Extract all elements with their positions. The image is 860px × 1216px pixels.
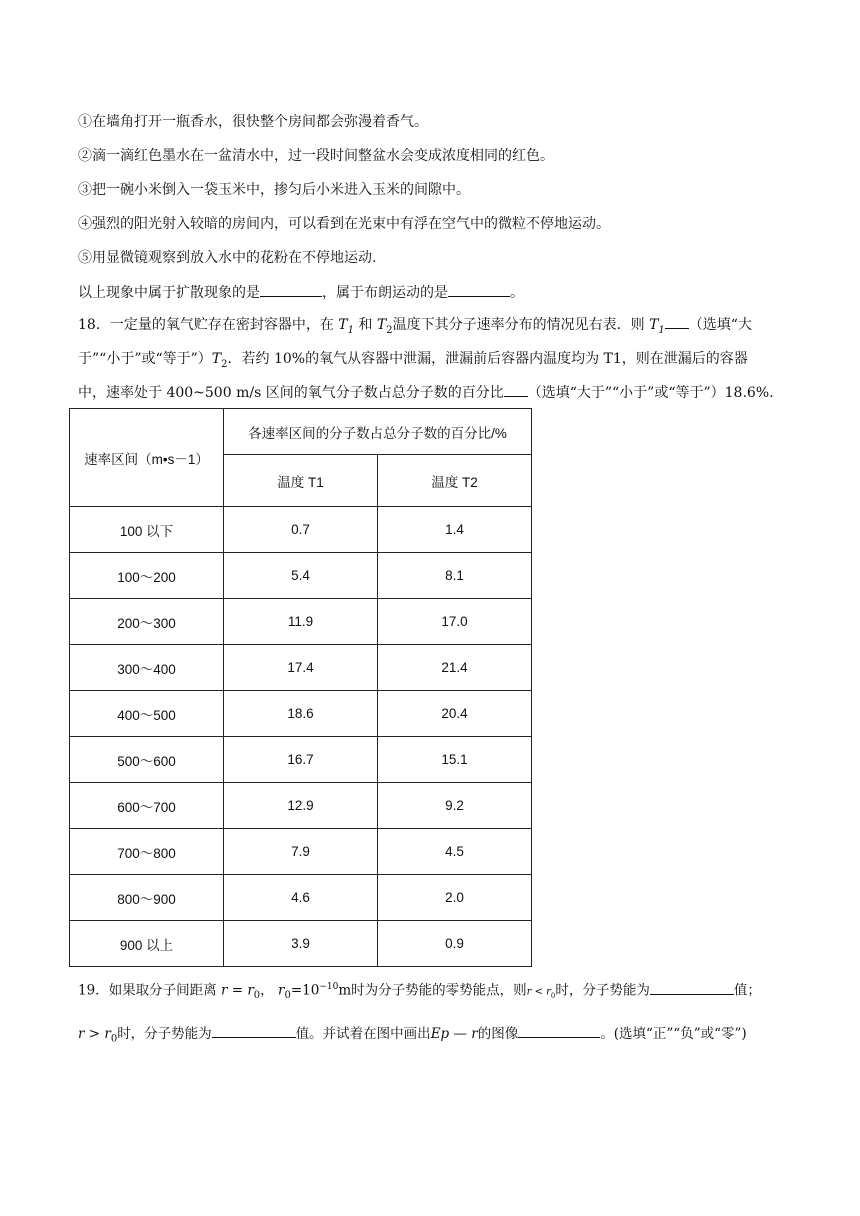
question-18: 18．一定量的氧气贮存在密封容器中，在 $T_1$ 和 $T_2$温度下其分子速率分布的情况见右表．则 $T_1$ （选填“大 于”“小于”或“等于$”)T_2$．若约 10%的氧气从容器中泄漏，泄漏前后容器内温度均为 T1，则在泄漏后的容器 中，速率处于 400~500 m/s 区间的氧气分子数占总分子数的百分比 （选填“大于”“小于”或“等于”）18.6%. bbox=[78, 311, 790, 407]
phenomenon-5: ⑤用显微镜观察到放入水中的花粉在不停地运动. bbox=[78, 250, 377, 266]
table-row: 700～800 7.9 4.5 bbox=[70, 829, 532, 875]
phenomenon-4: ④强烈的阳光射入较暗的房间内，可以看到在光束中有浮在空气中的微粒不停地运动。 bbox=[78, 216, 610, 232]
answer-blank-graph[interactable] bbox=[518, 1023, 600, 1038]
table-row: 100～200 5.4 8.1 bbox=[70, 553, 532, 599]
phenomenon-2: ②滴一滴红色墨水在一盆清水中，过一段时间整盆水会变成浓度相同的红色。 bbox=[78, 148, 554, 164]
table-row: 600～700 12.9 9.2 bbox=[70, 783, 532, 829]
question-19-line-2: $r > r_0$时，分子势能为 值。并试着在图中画出Ep — r的图像 。(选填“正”“负”或“零”) bbox=[78, 1023, 747, 1050]
table-row: 900 以上 3.9 0.9 bbox=[70, 921, 532, 967]
question-17-summary: 以上现象中属于扩散现象的是 ，属于布朗运动的是 。 bbox=[78, 282, 524, 303]
header-speed-range: 速率区间（m•s－1） bbox=[70, 409, 224, 507]
table-row: 300～400 17.4 21.4 bbox=[70, 645, 532, 691]
question-19-line-1: 19．如果取分子间距离 $r = r_0$， $r_0=10^{-10}m$时为分子势能的零势能点，则$r < r_0$时，分子势能为 值； bbox=[78, 977, 761, 1006]
table-row: 200～300 11.9 17.0 bbox=[70, 599, 532, 645]
table-row: 800～900 4.6 2.0 bbox=[70, 875, 532, 921]
table-row: 500～600 16.7 15.1 bbox=[70, 737, 532, 783]
answer-blank-percentage[interactable] bbox=[504, 382, 528, 397]
answer-blank-brownian[interactable] bbox=[448, 282, 510, 297]
answer-blank-diffusion[interactable] bbox=[260, 282, 322, 297]
answer-blank-potential-r-lt-r0[interactable] bbox=[650, 980, 734, 995]
table-row: 100 以下 0.7 1.4 bbox=[70, 507, 532, 553]
phenomenon-3: ③把一碗小米倒入一袋玉米中，掺匀后小米进入玉米的间隙中。 bbox=[78, 182, 470, 198]
header-t2: 温度 T2 bbox=[378, 455, 532, 507]
header-percentage: 各速率区间的分子数占总分子数的百分比/% bbox=[224, 409, 532, 455]
answer-blank-potential-r-gt-r0[interactable] bbox=[212, 1023, 296, 1038]
speed-distribution-table bbox=[69, 408, 532, 967]
header-t1: 温度 T1 bbox=[224, 455, 378, 507]
table-row: 400～500 18.6 20.4 bbox=[70, 691, 532, 737]
phenomenon-1: ①在墙角打开一瓶香水，很快整个房间都会弥漫着香气。 bbox=[78, 114, 428, 130]
answer-blank-compare-t[interactable] bbox=[665, 314, 689, 329]
